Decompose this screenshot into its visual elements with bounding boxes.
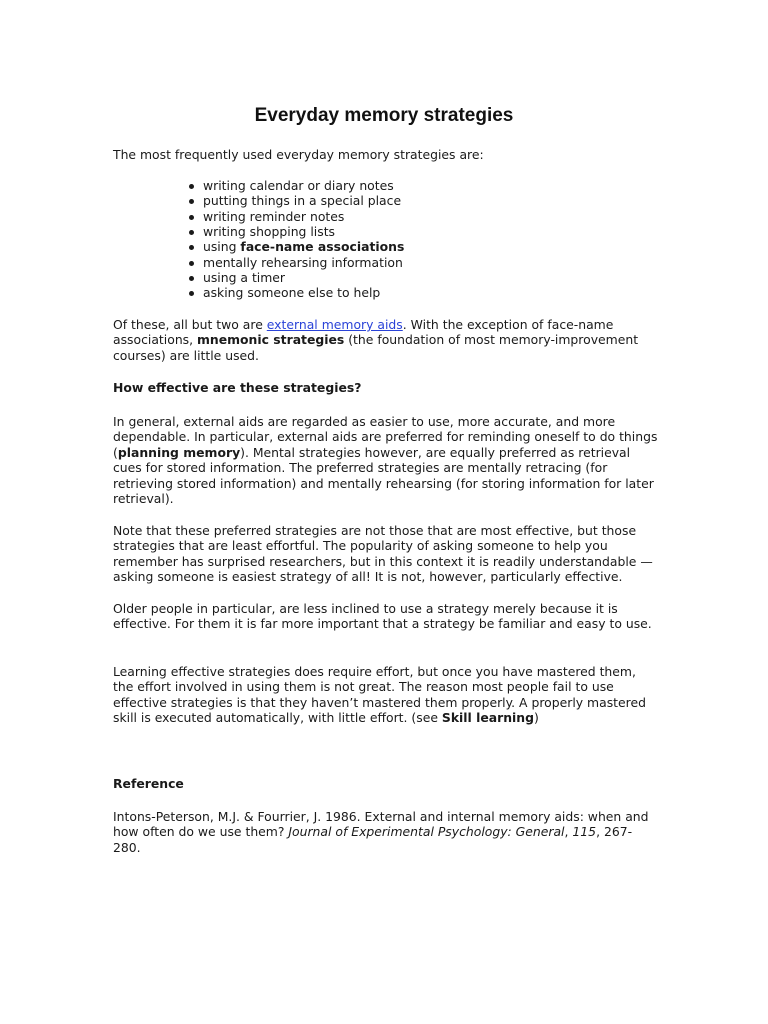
page-title: Everyday memory strategies <box>254 105 514 126</box>
planning-memory-term: planning memory <box>117 444 241 460</box>
paragraph-preferred-strategies: Note that these preferred strategies are not those that are most effective, but those strategies that are least effortful. The popularity of asking someone to help you remember has surprised researchers, but in this context it is readily understandable — asking someone is easiest strategy of all! It is not, however, particularly effective. <box>113 523 653 585</box>
strategy-list <box>188 178 404 301</box>
reference-citation: Intons-Peterson, M.J. & Fourrier, J. 1986. External and internal memory aids: when and how often do we use them? Journal of Experimental Psychology: General, 115, 267-280. <box>113 809 649 855</box>
intro-text: The most frequently used everyday memory strategies are: <box>113 147 484 162</box>
list-item: putting things in a special place <box>188 193 404 208</box>
skill-learning-term: Skill learning <box>441 710 534 726</box>
paragraph-external-aids: Of these, all but two are external memory aids. With the exception of face-name associations, mnemonic strategies (the foundation of most memory-improvement courses) are little used. <box>113 317 639 363</box>
list-item: writing calendar or diary notes <box>188 178 404 193</box>
journal-title: Journal of Experimental Psychology: General <box>288 824 565 840</box>
paragraph-learning: Learning effective strategies does require effort, but once you have mastered them, the effort involved in using them is not great. The reason most people fail to use effective strategies is that they haven’t mastered them properly. A properly mastered skill is executed automatically, with little effort. (see Skill learning) <box>113 664 646 726</box>
list-item: using face-name associations <box>188 239 404 254</box>
list-item: mentally rehearsing information <box>188 255 404 270</box>
face-name-associations-term: face-name associations <box>240 239 405 255</box>
list-item: using a timer <box>188 270 404 285</box>
paragraph-general: In general, external aids are regarded as easier to use, more accurate, and more dependable. In particular, external aids are preferred for reminding oneself to do things (planning memory). Mental strategies however, are equally preferred as retrieval cues for stored information. The preferred strategies are mentally retracing (for retrieving stored information) and mentally rehearsing (for storing information for later retrieval). <box>113 414 658 507</box>
paragraph-older-people: Older people in particular, are less inclined to use a strategy merely because it is effective. For them it is far more important that a strategy be familiar and easy to use. <box>113 601 652 632</box>
list-item: asking someone else to help <box>188 285 404 300</box>
list-item: writing reminder notes <box>188 209 404 224</box>
mnemonic-strategies-term: mnemonic strategies <box>197 332 345 348</box>
reference-heading: Reference <box>113 776 184 791</box>
section-heading-effectiveness: How effective are these strategies? <box>113 380 362 395</box>
list-item: writing shopping lists <box>188 224 404 239</box>
external-memory-aids-link[interactable]: external memory aids <box>266 317 403 332</box>
journal-volume: 115 <box>572 824 597 840</box>
